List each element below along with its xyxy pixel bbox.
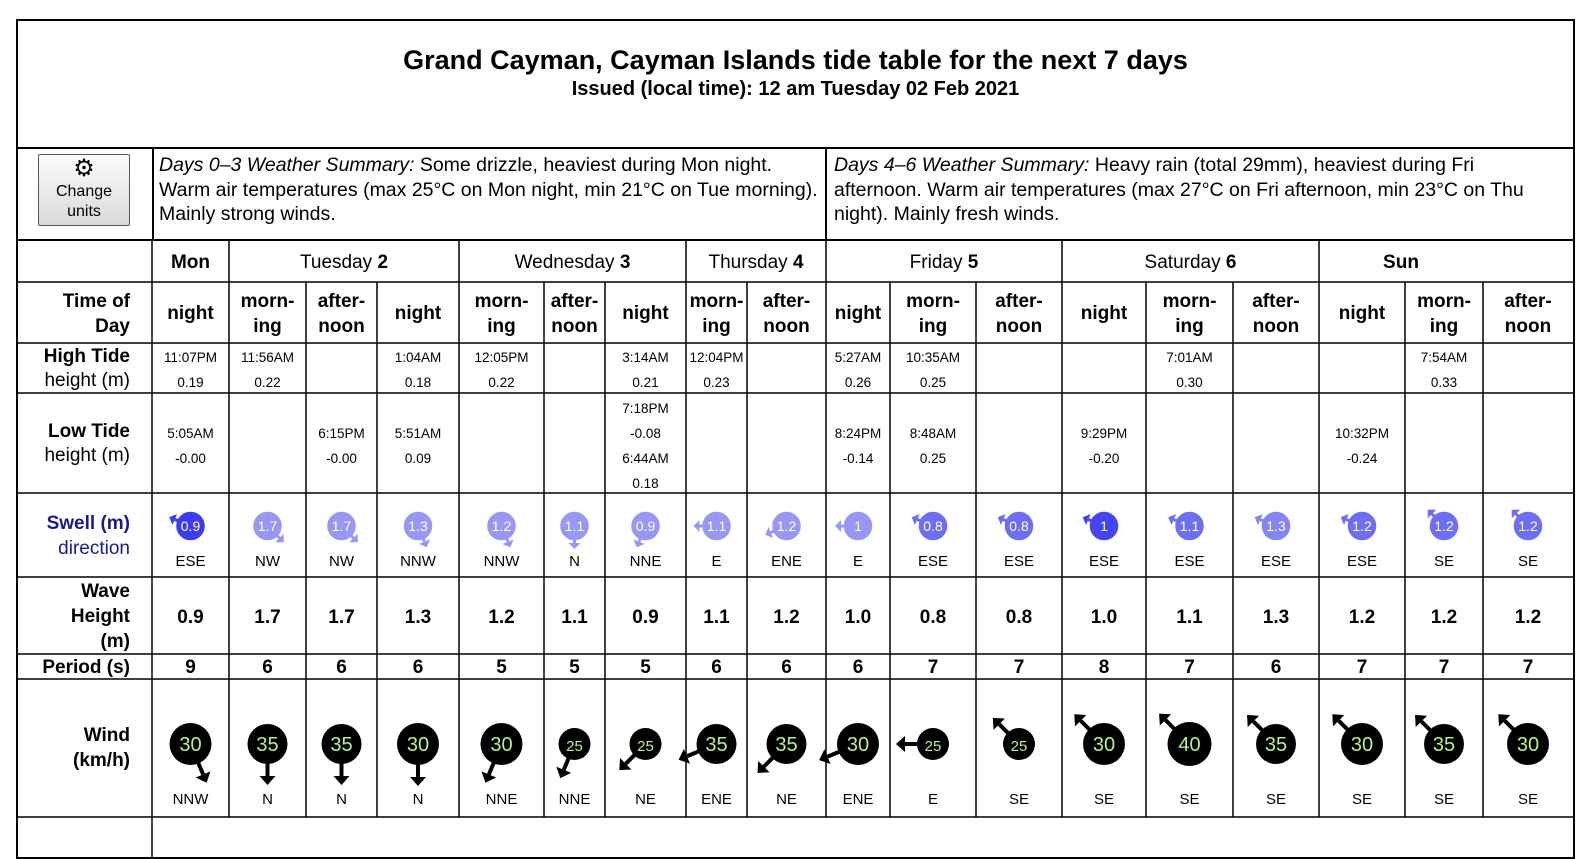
time-of-day: noon: [1252, 316, 1300, 337]
wave-label: Height: [70, 606, 130, 627]
time-of-day: after-: [1252, 291, 1300, 312]
swell-value: 1.1: [1179, 518, 1200, 534]
high-tide-value: 11:07PM: [163, 350, 218, 365]
swell-value: 1.7: [331, 518, 352, 534]
time-of-day: night: [167, 303, 214, 324]
time-of-day: ing: [702, 316, 731, 337]
high-tide-height-label: height (m): [44, 370, 130, 391]
low-tide-value: 0.09: [404, 451, 432, 466]
wind-direction: SE: [1351, 791, 1373, 808]
low-tide-value: 6:15PM: [318, 426, 365, 441]
day-header: [515, 252, 631, 273]
page-title: Grand Cayman, Cayman Islands tide table for the next 7 days: [403, 45, 1188, 75]
swell-icon: [835, 511, 873, 541]
high-tide-value: 7:01AM: [1166, 350, 1213, 365]
period-value: 7: [927, 657, 939, 678]
wind-speed: 35: [256, 734, 279, 756]
day-name: Sun: [1383, 252, 1419, 273]
day-name: Tuesday: [299, 252, 378, 273]
summary-days-0-3-label: Days 0–3 Weather Summary:: [159, 154, 415, 176]
wind-arrowhead: [260, 776, 276, 785]
day-number: 3: [619, 252, 631, 273]
wind-icon: [397, 723, 439, 786]
swell-value: 1.1: [706, 518, 727, 534]
high-tide-value: 0.23: [703, 375, 730, 390]
wind-direction: NNE: [558, 791, 591, 808]
low-tide-height-label: height (m): [44, 445, 130, 466]
change-units-label-1: Change: [55, 183, 113, 200]
high-tide-value: 3:14AM: [622, 350, 669, 365]
units-cell: [18, 147, 154, 239]
period-value: 7: [1438, 657, 1450, 678]
wind-direction: ENE: [842, 791, 874, 808]
swell-direction: ENE: [771, 553, 802, 570]
wind-speed: 35: [330, 734, 353, 756]
swell-direction: NW: [255, 553, 280, 570]
time-of-day: noon: [763, 316, 810, 337]
wave-height: 0.9: [177, 607, 204, 628]
wind-speed: 25: [924, 738, 942, 755]
low-tide-value: 9:29PM: [1080, 426, 1128, 441]
summary-row: [18, 147, 1573, 241]
high-tide-value: 7:54AM: [1420, 350, 1468, 365]
time-of-day-label: Time of: [62, 291, 130, 312]
period-value: 6: [781, 657, 792, 678]
wind-icon: [248, 724, 288, 785]
wind-speed: 35: [705, 734, 728, 756]
period-value: 9: [185, 657, 196, 678]
wave-label: (m): [100, 631, 130, 652]
summary-days-0-3: [152, 147, 827, 239]
time-of-day: morn-: [474, 291, 529, 312]
wind-speed: 35: [775, 734, 798, 756]
period-value: 8: [1098, 657, 1110, 678]
wind-icon: [1247, 715, 1296, 764]
period-value: 6: [336, 657, 347, 678]
day-header: [300, 252, 388, 273]
wind-icon: [1415, 715, 1464, 764]
wind-direction: SE: [1265, 791, 1287, 808]
period-value: 6: [262, 657, 273, 678]
low-tide-value: 5:51AM: [394, 426, 442, 441]
swell-direction-label: direction: [58, 538, 130, 559]
wind-speed: 30: [179, 734, 202, 756]
high-tide-value: 0.21: [632, 375, 659, 390]
wind-speed: 30: [1092, 734, 1116, 756]
high-tide-value: 11:56AM: [240, 350, 295, 365]
wind-speed: 30: [1516, 734, 1540, 756]
swell-value: 0.9: [180, 518, 201, 534]
time-of-day: ing: [487, 316, 516, 337]
swell-direction: ESE: [1088, 553, 1120, 570]
swell-direction: ESE: [1346, 553, 1378, 570]
swell-direction: NNE: [629, 553, 662, 570]
wind-speed: 30: [1350, 734, 1374, 756]
wind-icon: [819, 723, 879, 765]
day-header: [910, 252, 979, 273]
day-header: [171, 252, 210, 273]
wind-speed: 25: [566, 738, 583, 755]
wind-direction: N: [412, 791, 424, 808]
swell-direction: ESE: [1174, 553, 1205, 570]
high-tide-value: 12:05PM: [474, 350, 529, 365]
tide-table-frame: [16, 19, 1575, 859]
swell-direction: NNW: [400, 553, 436, 570]
time-of-day: ing: [253, 316, 282, 337]
wave-height: 1.1: [703, 607, 730, 628]
time-of-day: noon: [318, 316, 365, 337]
wind-icon: [1159, 714, 1211, 766]
time-of-day: night: [1338, 303, 1386, 324]
wind-direction: SE: [1433, 791, 1455, 808]
wind-direction: NE: [635, 791, 656, 808]
wind-arrowhead: [410, 777, 426, 786]
swell-icon: [912, 511, 948, 541]
wind-direction: NE: [776, 791, 797, 808]
swell-icon: [169, 511, 205, 541]
day-header: [1145, 252, 1237, 273]
high-tide-value: 0.30: [1176, 375, 1203, 390]
high-tide-value: 5:27AM: [834, 350, 882, 365]
forecast-grid: [18, 239, 1573, 859]
period-value: 7: [1184, 657, 1195, 678]
wind-speed: 40: [1178, 734, 1201, 756]
swell-value: 0.8: [1009, 518, 1029, 534]
high-tide-value: 12:04PM: [689, 350, 744, 365]
swell-direction: N: [569, 553, 580, 570]
low-tide-value: -0.14: [842, 451, 874, 466]
day-number: 6: [1225, 252, 1237, 273]
high-tide-value: 0.22: [488, 375, 515, 390]
day-name: Saturday: [1144, 252, 1226, 273]
wind-icon: [556, 728, 590, 778]
day-name: Wednesday: [514, 252, 620, 273]
swell-value: 1.7: [257, 518, 278, 534]
swell-direction: ESE: [1003, 553, 1035, 570]
high-tide-value: 10:35AM: [905, 350, 961, 365]
swell-value: 1: [1100, 518, 1108, 534]
swell-value: 1: [854, 518, 862, 534]
period-value: 5: [640, 657, 651, 678]
summary-days-4-6-label: Days 4–6 Weather Summary:: [834, 154, 1090, 176]
wind-icon: [679, 724, 737, 764]
low-tide-value: -0.08: [630, 426, 661, 441]
swell-icon: [1428, 510, 1459, 541]
swell-value: 1.3: [1266, 518, 1286, 534]
time-of-day: noon: [1504, 316, 1552, 337]
swell-value: 1.2: [776, 518, 797, 534]
swell-direction: ESE: [1260, 553, 1292, 570]
swell-icon: [631, 511, 661, 547]
wave-height: 0.8: [919, 607, 947, 628]
high-tide-value: 1:04AM: [394, 350, 442, 365]
wind-icon: [896, 728, 949, 760]
swell-value: 1.2: [1434, 518, 1454, 534]
swell-icon: [253, 511, 284, 542]
high-tide-value: 0.33: [1430, 375, 1458, 390]
low-tide-value: 0.25: [919, 451, 947, 466]
wind-icon: [1332, 714, 1383, 765]
day-name: Mon: [170, 252, 211, 273]
time-of-day: after-: [1504, 291, 1552, 312]
wind-icon: [322, 724, 362, 785]
low-tide-value: 6:44AM: [622, 451, 669, 466]
time-of-day: morn-: [1417, 291, 1471, 312]
title-block: [18, 21, 1573, 149]
wave-height: 1.2: [773, 607, 800, 628]
swell-value: 0.8: [923, 518, 943, 534]
time-of-day: noon: [551, 316, 598, 337]
wave-height: 1.7: [328, 607, 355, 628]
swell-direction: ESE: [175, 553, 206, 570]
wave-label: Wave: [81, 581, 130, 602]
wind-speed: 25: [637, 738, 654, 755]
wind-speed: 30: [846, 734, 870, 756]
swell-value: 1.2: [1518, 518, 1538, 534]
high-tide-value: 0.22: [254, 375, 281, 390]
low-tide-value: 8:24PM: [834, 426, 882, 441]
swell-icon: [1512, 510, 1543, 541]
day-header: [1383, 252, 1419, 273]
time-of-day: ing: [918, 316, 948, 337]
swell-value: 1.3: [408, 518, 428, 534]
time-of-day: noon: [995, 316, 1043, 337]
swell-direction: NNW: [483, 553, 520, 570]
swell-icon: [560, 511, 590, 549]
swell-value: 1.1: [564, 518, 585, 534]
period-value: 7: [1356, 657, 1368, 678]
wave-height: 1.3: [1262, 607, 1290, 628]
low-tide-value: 5:05AM: [167, 426, 214, 441]
period-value: 6: [852, 657, 864, 678]
time-of-day: night: [834, 303, 882, 324]
wind-icon: [170, 723, 212, 783]
swell-icon: [1168, 511, 1204, 541]
day-name: Friday: [909, 252, 968, 273]
day-name: Thursday: [708, 252, 793, 273]
summary-days-4-6-text: Heavy rain (total 29mm), heaviest during Fri afternoon. Warm air temperatures (max 27°C on Fri afternoon, min 23°C on Thu night). Mainly fresh winds.: [834, 154, 1524, 225]
swell-icon: [1341, 511, 1377, 541]
period-value: 7: [1013, 657, 1025, 678]
wind-direction: N: [336, 791, 347, 808]
period-value: 6: [711, 657, 722, 678]
high-tide-label: High Tide: [43, 346, 130, 367]
time-of-day: night: [1080, 303, 1128, 324]
period-value: 5: [569, 657, 580, 678]
low-tide-label: Low Tide: [48, 421, 130, 442]
swell-direction: SE: [1517, 553, 1539, 570]
low-tide-value: -0.20: [1088, 451, 1120, 466]
wave-height: 1.2: [1514, 607, 1542, 628]
swell-icon: [327, 511, 358, 542]
wind-direction: SE: [1517, 791, 1539, 808]
wind-direction: ENE: [701, 791, 732, 808]
change-units-button[interactable]: [38, 154, 130, 226]
high-tide-value: 0.26: [844, 375, 872, 390]
swell-arrowhead: [569, 543, 581, 549]
wave-height: 0.9: [632, 607, 659, 628]
low-tide-value: -0.24: [1346, 451, 1378, 466]
swell-direction: E: [711, 553, 722, 570]
swell-direction: E: [852, 553, 864, 570]
day-header: [708, 252, 803, 273]
wave-height: 0.8: [1005, 607, 1033, 628]
wave-height: 1.1: [561, 607, 588, 628]
swell-direction: ESE: [917, 553, 949, 570]
summary-days-0-3-text: Some drizzle, heaviest during Mon night. Warm air temperatures (max 25°C on Mon night, min 21°C on Tue morning). Mainly strong winds.: [159, 154, 818, 225]
swell-icon: [998, 511, 1034, 541]
time-of-day: night: [394, 303, 442, 324]
day-number: 5: [967, 252, 979, 273]
wind-direction: E: [927, 791, 939, 808]
time-of-day: morn-: [906, 291, 960, 312]
swell-icon: [487, 511, 517, 547]
swell-value: 1.2: [1352, 518, 1372, 534]
low-tide-value: 8:48AM: [909, 426, 957, 441]
high-tide-value: 0.25: [919, 375, 947, 390]
wind-icon: [758, 724, 807, 773]
wind-speed: 35: [1432, 734, 1456, 756]
time-of-day-label: Day: [95, 316, 130, 337]
summary-days-4-6: [827, 147, 1573, 239]
low-tide-value: 10:32PM: [1334, 426, 1390, 441]
wave-height: 1.3: [404, 607, 432, 628]
wind-icon: [1498, 714, 1549, 765]
period-value: 7: [1522, 657, 1534, 678]
swell-icon: [1083, 511, 1119, 541]
wind-speed: 30: [406, 734, 430, 756]
wind-icon: [481, 723, 523, 783]
time-of-day: morn-: [1162, 291, 1217, 312]
swell-value: 1.2: [491, 518, 512, 534]
wind-direction: NNE: [485, 791, 518, 808]
low-tide-value: -0.00: [175, 451, 206, 466]
wind-speed: 30: [490, 734, 513, 756]
wind-icon: [619, 728, 661, 770]
wind-label: (km/h): [73, 750, 130, 771]
wave-height: 1.7: [254, 607, 281, 628]
wind-direction: SE: [1093, 791, 1115, 808]
wind-speed: 35: [1264, 734, 1288, 756]
day-number: 2: [377, 252, 389, 273]
swell-icon: [403, 511, 433, 547]
time-of-day: night: [622, 303, 669, 324]
wind-direction: SE: [1008, 791, 1030, 808]
time-of-day: morn-: [240, 291, 295, 312]
low-tide-value: -0.00: [326, 451, 357, 466]
time-of-day: ing: [1175, 316, 1204, 337]
wind-direction: SE: [1179, 791, 1200, 808]
wind-speed: 25: [1010, 738, 1028, 755]
period-value: 6: [1270, 657, 1282, 678]
low-tide-value: 7:18PM: [622, 401, 669, 416]
wind-direction: N: [262, 791, 273, 808]
swell-direction: NW: [329, 553, 354, 570]
wave-height: 1.2: [1348, 607, 1376, 628]
swell-value: 0.9: [635, 518, 656, 534]
high-tide-value: 0.18: [404, 375, 432, 390]
swell-arrowhead: [835, 520, 841, 532]
swell-arrowhead: [694, 520, 700, 532]
swell-icon: [765, 511, 801, 541]
wave-height: 1.0: [1090, 607, 1118, 628]
day-number: 4: [792, 252, 804, 273]
wind-arrowhead: [896, 736, 905, 752]
wind-direction: NNW: [172, 791, 209, 808]
wind-label: Wind: [83, 725, 130, 746]
wind-icon: [993, 718, 1035, 760]
high-tide-value: 0.19: [177, 375, 204, 390]
wave-height: 1.0: [844, 607, 872, 628]
time-of-day: after-: [550, 291, 599, 312]
wave-height: 1.2: [488, 607, 515, 628]
swell-icon: [1255, 511, 1291, 541]
swell-label: Swell (m): [46, 513, 130, 534]
wave-height: 1.2: [1430, 607, 1458, 628]
period-value: 6: [412, 657, 424, 678]
issued-subtitle: Issued (local time): 12 am Tuesday 02 Feb 2021: [571, 78, 1020, 100]
wind-icon: [1074, 714, 1125, 765]
time-of-day: after-: [762, 291, 811, 312]
swell-icon: [694, 511, 732, 541]
swell-direction: SE: [1433, 553, 1455, 570]
time-of-day: ing: [1429, 316, 1459, 337]
wave-height: 1.1: [1176, 607, 1203, 628]
time-of-day: after-: [995, 291, 1043, 312]
gear-icon: ⚙: [73, 155, 95, 182]
low-tide-value: 0.18: [632, 476, 659, 491]
period-value: 5: [496, 657, 507, 678]
time-of-day: morn-: [689, 291, 744, 312]
change-units-label-2: units: [67, 203, 101, 220]
wind-arrowhead: [334, 776, 350, 785]
period-label: Period (s): [42, 657, 130, 678]
time-of-day: after-: [317, 291, 366, 312]
